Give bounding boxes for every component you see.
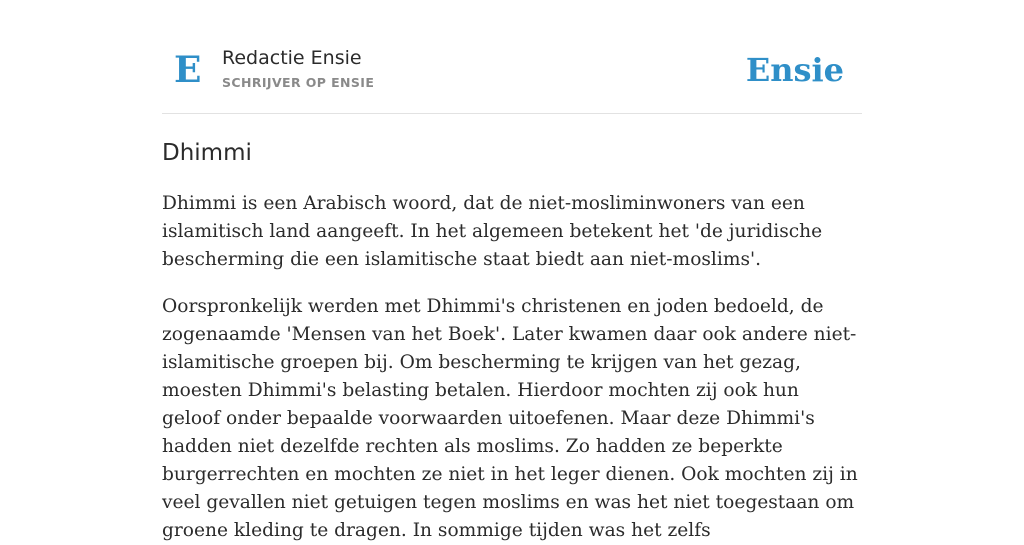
article-header [162,0,862,114]
article-container [162,0,862,541]
article-title: Dhimmi [162,140,252,166]
author-role: SCHRIJVER OP ENSIE [222,75,375,90]
article-paragraph-1: Dhimmi is een Arabisch woord, dat de niet-mosliminwoners van een islamitisch land aangeeft. In het algemeen betekent het 'de juridische bescherming die een islamitische staat biedt aan niet-moslims'. [162,193,823,270]
article-paragraph-2: Oorspronkelijk werden met Dhimmi's christenen en joden bedoeld, de zogenaamde 'Mensen van het Boek'. Later kwamen daar ook andere niet-islamitische groepen bij. Om bescherming te krijgen van het gezag, moesten Dhimmi's belasting betalen. Hierdoor mochten zij ook hun geloof onder bepaalde voorwaarden uitoefenen. Maar deze Dhimmi's hadden niet dezelfde rechten als moslims. Zo hadden ze beperkte burgerrechten en mochten ze niet in het leger dienen. Ook mochten zij in veel gevallen niet getuigen tegen moslims en was het niet toegestaan om groene kleding te dragen. In sommige tijden was het zelfs [162,296,858,541]
author-avatar-logo[interactable]: E [174,49,202,91]
brand-logo[interactable]: Ensie [745,51,844,89]
author-name[interactable]: Redactie Ensie [222,47,362,69]
